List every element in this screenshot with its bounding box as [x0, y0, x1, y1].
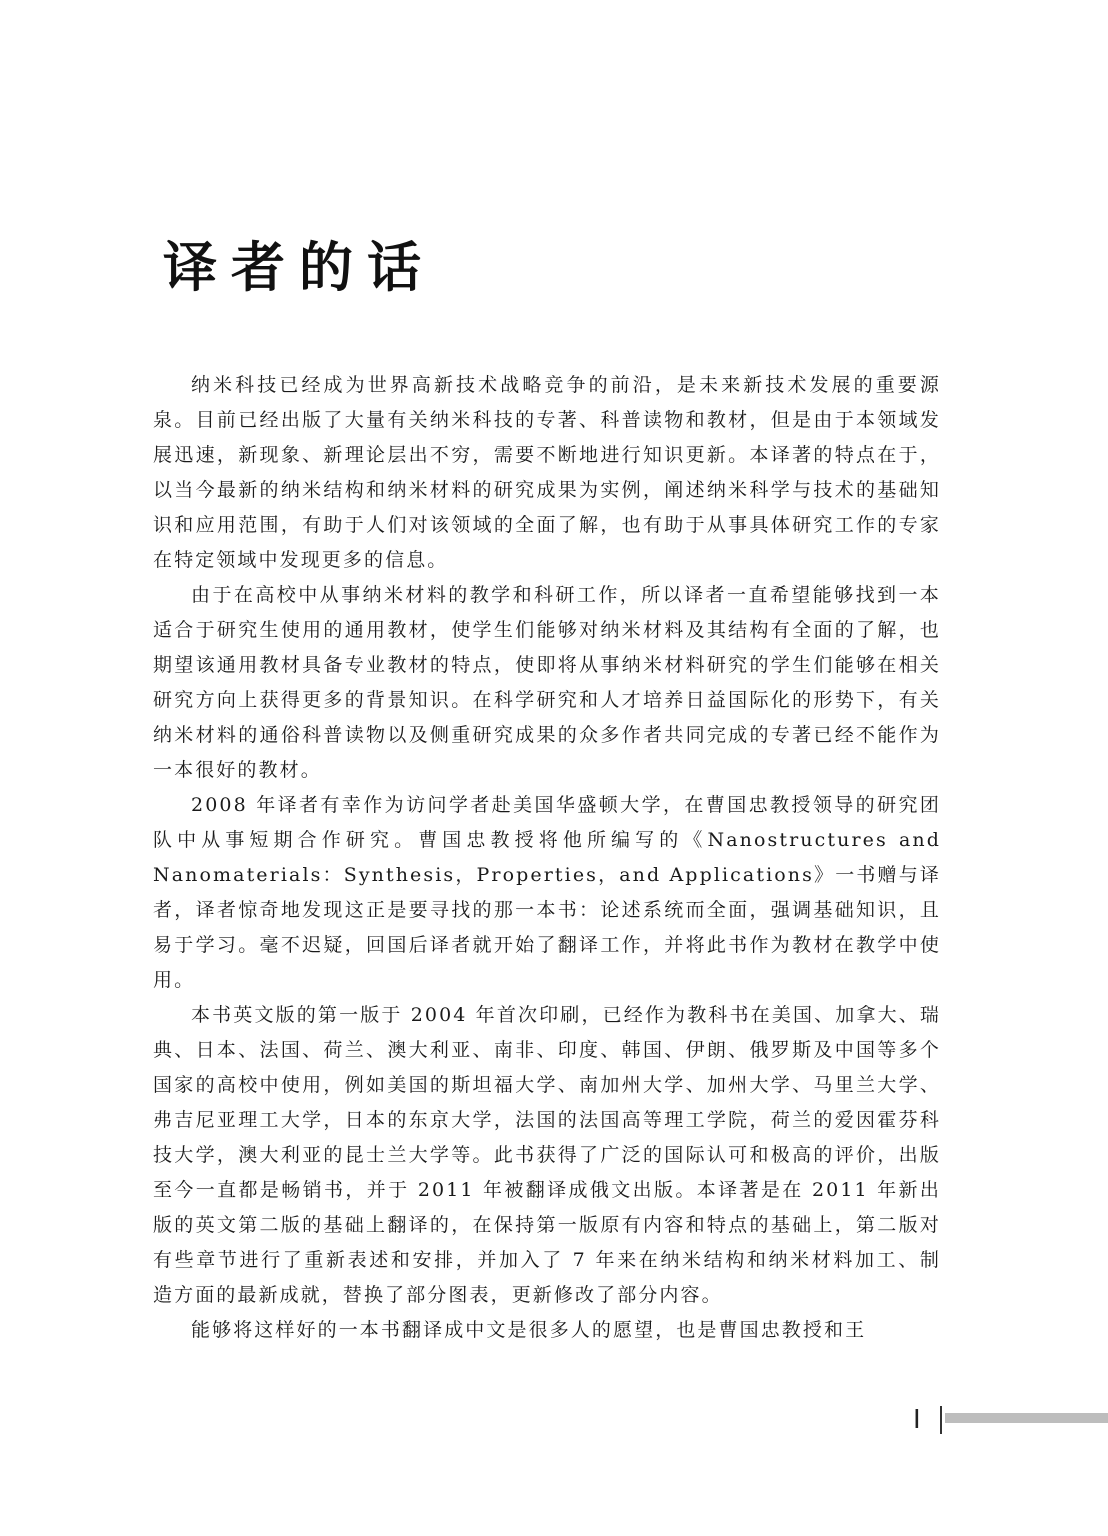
page-title: 译者的话 — [163, 236, 435, 299]
footer-divider — [940, 1406, 942, 1434]
paragraph-editions: 本书英文版的第一版于 2004 年首次印刷，已经作为教科书在美国、加拿大、瑞典、日本、法国、荷兰、澳大利亚、南非、印度、韩国、伊朗、俄罗斯及中国等多个国家的高校中使用，例如美国的斯坦福大学、南加州大学、加州大学、马里兰大学、弗吉尼亚理工大学，日本的东京大学，法国的法国高等理工学院，荷兰的爱因霍芬科技大学，澳大利亚的昆士兰大学等。此书获得了广泛的国际认可和极高的评价，出版至今一直都是畅销书，并于 2011 年被翻译成俄文出版。本译著是在 2011 年新出版的英文第二版的基础上翻译的，在保持第一版原有内容和特点的基础上，第二版对有些章节进行了重新表述和安排，并加入了 7 年来在纳米结构和纳米材料加工、制造方面的最新成就，替换了部分图表，更新修改了部分内容。 — [153, 1004, 941, 1306]
paragraph-motivation: 由于在高校中从事纳米材料的教学和科研工作，所以译者一直希望能够找到一本适合于研究生使用的通用教材，使学生们能够对纳米材料及其结构有全面的了解，也期望该通用教材具备专业教材的特点，使即将从事纳米材料研究的学生们能够在相关研究方向上获得更多的背景知识。在科学研究和人才培养日益国际化的形势下，有关纳米材料的通俗科普读物以及侧重研究成果的众多作者共同完成的专著已经不能作为一本很好的教材。 — [153, 584, 941, 781]
body-text — [153, 368, 941, 1348]
paragraph-closing: 能够将这样好的一本书翻译成中文是很多人的愿望，也是曹国忠教授和王 — [191, 1319, 867, 1341]
paragraph-intro: 纳米科技已经成为世界高新技术战略竞争的前沿，是未来新技术发展的重要源泉。目前已经出版了大量有关纳米科技的专著、科普读物和教材，但是由于本领域发展迅速，新现象、新理论层出不穷，需要不断地进行知识更新。本译著的特点在于，以当今最新的纳米结构和纳米材料的研究成果为实例，阐述纳米科学与技术的基础知识和应用范围，有助于人们对该领域的全面了解，也有助于从事具体研究工作的专家在特定领域中发现更多的信息。 — [153, 374, 941, 571]
paragraph-origin: 2008 年译者有幸作为访问学者赴美国华盛顿大学，在曹国忠教授领导的研究团队中从事短期合作研究。曹国忠教授将他所编写的《Nanostructures and Nanomaterials：Synthesis，Properties，and Applications》一书赠与译者，译者惊奇地发现这正是要寻找的那一本书：论述系统而全面，强调基础知识，且易于学习。毫不迟疑，回国后译者就开始了翻译工作，并将此书作为教材在教学中使用。 — [153, 794, 941, 991]
footer-bar — [945, 1413, 1108, 1423]
page-number: Ⅰ — [913, 1405, 921, 1434]
